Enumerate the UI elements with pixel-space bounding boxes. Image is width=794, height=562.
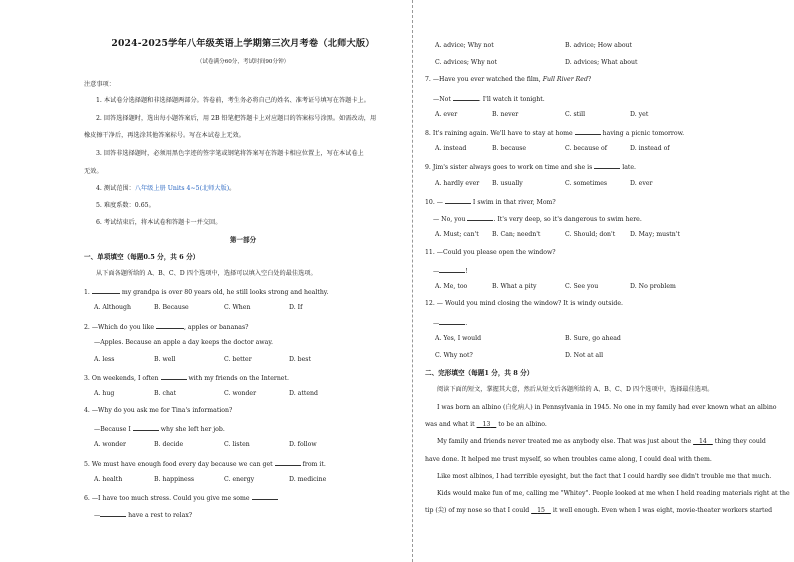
question-2: 2. —Which do you like , apples or bananas? — [84, 324, 249, 331]
option-b: B. Can; needn't — [492, 231, 541, 238]
note-3a: 3. 回答非选择题时，必须用黑色字迹的签字笔或钢笔将答案写在答题卡相应位置上，写在本试卷上 — [96, 150, 364, 157]
option-a: A. Me, too — [435, 283, 468, 290]
option-a: A. health — [94, 476, 123, 483]
question-7-line-2: —Not . I'll watch it tonight. — [433, 96, 545, 103]
option-b: B. advice; How about — [565, 42, 633, 49]
option-c: C. See you — [565, 283, 599, 290]
question-1: 1. my grandpa is over 80 years old, he still looks strong and healthy. — [84, 289, 329, 296]
option-d: D. follow — [289, 441, 317, 448]
question-11-line-2: — ! — [433, 268, 468, 275]
question-4-line-2: —Because I why she left her job. — [94, 426, 225, 433]
option-b: B. well — [154, 356, 176, 363]
blank-13: 13 — [482, 421, 491, 428]
option-b: B. decide — [154, 441, 184, 448]
question-10-line-2: — No, you . It's very deep, so it's dangerous to swim here. — [433, 216, 642, 223]
answer-blank — [594, 162, 620, 169]
answer-blank — [575, 128, 601, 135]
right-column — [425, 0, 790, 562]
note-2b: 橡皮擦干净后，再选涂其他答案标号。写在本试卷上无效。 — [84, 132, 245, 139]
option-a: A. Must; can't — [435, 231, 479, 238]
exam-subtitle: （试卷满分60分，考试时间90分钟） — [196, 59, 290, 65]
option-a: A. instead — [435, 145, 467, 152]
answer-blank — [467, 214, 493, 221]
option-a: A. ever — [435, 111, 458, 118]
option-b: B. usually — [492, 180, 523, 187]
answer-blank — [439, 266, 465, 273]
question-6-line-2: — have a rest to relax? — [94, 512, 193, 519]
answer-blank — [445, 197, 471, 204]
option-c: C. listen — [224, 441, 250, 448]
option-d: D. If — [289, 304, 303, 311]
option-b: B. Because — [154, 304, 189, 311]
option-c: C. better — [224, 356, 252, 363]
section-2-instruction: 阅读下面的短文，掌握其大意，然后从短文后各题所给的 A、B、C、D 四个选项中，选择最佳选项。 — [437, 386, 714, 393]
passage-line: tip (尖) of my nose so that I could 15 it well enough. Even when I was eight, movie-theater workers started — [425, 507, 773, 514]
option-d: D. best — [289, 356, 311, 363]
option-b: B. because — [492, 145, 527, 152]
option-c: C. sometimes — [565, 180, 608, 187]
option-d: D. ever — [630, 180, 653, 187]
column-divider — [412, 0, 413, 562]
question-3: 3. On weekends, I often with my friends on the Internet. — [84, 375, 289, 382]
option-d: D. instead of — [630, 145, 670, 152]
question-5: 5. We must have enough food every day because we can get from it. — [84, 461, 326, 468]
option-c: C. advices; Why not — [435, 59, 497, 66]
option-d: D. medicine — [289, 476, 327, 483]
answer-blank — [100, 510, 126, 517]
passage-line: My family and friends never treated me as anybody else. That was just about the 14 thing they could — [437, 438, 766, 445]
option-d: D. May; mustn't — [630, 231, 680, 238]
option-c: C. Why not? — [435, 352, 473, 359]
answer-blank — [252, 493, 278, 500]
option-d: D. No problem — [630, 283, 676, 290]
left-column — [84, 0, 402, 562]
exam-title: 2024-2025学年八年级英语上学期第三次月考卷（北师大版） — [111, 38, 375, 49]
note-6: 6. 考试结束后，将本试卷和答题卡一并交回。 — [96, 219, 222, 226]
answer-blank — [453, 94, 479, 101]
option-a: A. less — [94, 356, 115, 363]
question-11: 11. —Could you please open the window? — [425, 249, 556, 256]
answer-blank — [439, 318, 465, 325]
test-range-value: 八年级上册 Units 4~5(北师大版) — [134, 185, 230, 192]
option-b: B. happiness — [154, 476, 195, 483]
passage-line: Kids would make fun of me, calling me "Whitey". People looked at me when I held reading materials right at the — [437, 490, 790, 497]
option-a: A. Yes, I would — [435, 335, 482, 342]
section-1-instruction: 从下面各题所给的 A、B、C、D 四个选项中，选择可以填入空白处的最佳选项。 — [96, 270, 317, 277]
question-12: 12. — Would you mind closing the window? It is windy outside. — [425, 300, 623, 307]
blank-14: 14 — [699, 438, 707, 445]
section-2-heading: 二、完形填空（每题1 分，共 8 分） — [425, 369, 534, 377]
option-a: A. hug — [94, 390, 115, 397]
option-d: D. attend — [289, 390, 318, 397]
question-6: 6. —I have too much stress. Could you give me some — [84, 493, 278, 503]
question-8: 8. It's raining again. We'll have to stay at home having a picnic tomorrow. — [425, 130, 685, 137]
option-d: D. Not at all — [565, 352, 604, 359]
note-3b: 无效。 — [84, 168, 103, 175]
answer-blank — [133, 424, 159, 431]
option-a: A. Although — [94, 304, 131, 311]
option-c: C. because of — [565, 145, 608, 152]
option-b: B. chat — [154, 390, 177, 397]
option-b: B. What a pity — [492, 283, 537, 290]
note-5: 5. 难度系数：0.65。 — [96, 202, 155, 209]
blank-15: 15 — [537, 507, 545, 514]
question-4: 4. —Why do you ask me for Tina's information? — [84, 407, 233, 414]
note-1: 1. 本试卷分选择题和非选择题两部分。答卷前，考生务必将自己的姓名、准考证号填写在答题卡上。 — [96, 97, 370, 104]
option-a: A. wonder — [94, 441, 126, 448]
passage-line: I was born an albino (白化病人) in Pennsylvania in 1945. No one in my family had ever known what an albino — [437, 404, 777, 411]
notes-heading: 注意事项： — [84, 81, 115, 88]
film-title: Full River Red — [542, 76, 588, 83]
note-2a: 2. 回答选择题时，选出每小题答案后，用 2B 铅笔把答题卡上对应题目的答案标号涂黑。如需改动，用 — [96, 115, 377, 122]
answer-blank — [161, 373, 187, 380]
option-b: B. never — [492, 111, 519, 118]
passage-line: Like most albinos, I had terrible eyesight, but the fact that I could hardly see didn't trouble me that much. — [437, 473, 772, 480]
part-one-heading: 第一部分 — [229, 236, 257, 244]
option-c: C. Should; don't — [565, 231, 616, 238]
option-c: C. energy — [224, 476, 255, 483]
option-c: C. wonder — [224, 390, 257, 397]
question-2-line-2: —Apples. Because an apple a day keeps the doctor away. — [94, 339, 273, 346]
question-12-line-2: — . — [433, 320, 468, 327]
answer-blank — [92, 287, 120, 294]
option-d: D. advices; What about — [565, 59, 638, 66]
section-1-heading: 一、单项填空（每题0.5 分，共 6 分） — [84, 253, 200, 261]
option-b: B. Sure, go ahead — [565, 335, 621, 342]
option-c: C. still — [565, 111, 586, 118]
answer-blank — [156, 322, 184, 329]
option-a: A. advice; Why not — [435, 42, 494, 49]
option-d: D. yet — [630, 111, 649, 118]
question-9: 9. Jim's sister always goes to work on time and she is late. — [425, 164, 636, 171]
answer-blank — [275, 459, 301, 466]
option-a: A. hardly ever — [435, 180, 480, 187]
passage-line: have done. It helped me trust myself, so when troubles came along, I could deal with them. — [425, 456, 712, 463]
question-7: 7. —Have you ever watched the film, Full River Red? — [425, 76, 592, 83]
passage-line: was and what it 13 to be an albino. — [425, 421, 547, 428]
note-4: 4. 测试范围：八年级上册 Units 4~5(北师大版)。 — [96, 185, 236, 192]
question-10: 10. — I swim in that river, Mom? — [425, 199, 556, 206]
option-c: C. When — [224, 304, 251, 311]
